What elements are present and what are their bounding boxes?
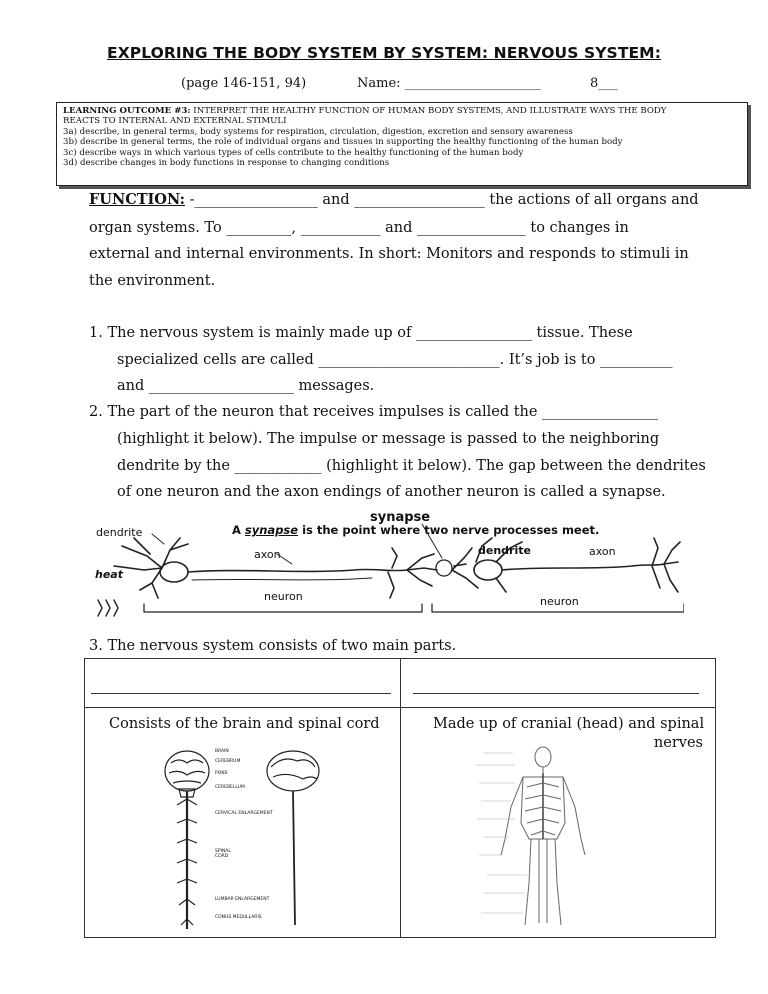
function-line-1: [89, 190, 699, 210]
name-field[interactable]: Name: _____________________: [357, 76, 542, 91]
outcome-item: 3a) describe, in general terms, body systems for respiration, circulation, digestion, excretion and sensory awareness: [63, 126, 573, 137]
grade-field[interactable]: 8___: [590, 76, 618, 91]
table-row-divider: [85, 707, 715, 708]
learning-outcome-text: INTERPRET THE HEALTHY FUNCTION OF HUMAN BODY SYSTEMS, AND ILLUSTRATE WAYS THE BODY: [190, 106, 667, 116]
learning-outcome-text-cont: REACTS TO INTERNAL AND EXTERNAL STIMULI: [63, 116, 287, 127]
label-axon-right: axon: [589, 545, 616, 558]
label-synapse-title: synapse: [370, 510, 431, 525]
question-2-line-4: of one neuron and the axon endings of another neuron is called a synapse.: [117, 484, 666, 500]
function-line-4: the environment.: [89, 273, 216, 289]
cns-label: CEREBELLUM: [215, 785, 245, 790]
page-reference: (page 146-151, 94): [181, 76, 307, 91]
pns-illustration: [453, 743, 633, 931]
label-dendrite-right: dendrite: [478, 544, 531, 557]
question-3: 3. The nervous system consists of two main parts.: [89, 638, 457, 654]
cns-label: BRAIN: [215, 749, 229, 754]
page-title: EXPLORING THE BODY SYSTEM BY SYSTEM: NERVOUS SYSTEM:: [107, 44, 661, 62]
label-neuron-left: neuron: [264, 590, 303, 603]
dendrite-branches-left: [114, 538, 188, 598]
function-line-3: external and internal environments. In short: Monitors and responds to stimuli in: [89, 246, 689, 262]
question-1-line-3: and ____________________ messages.: [117, 378, 375, 394]
function-line-2: organ systems. To _________, ___________ and _______________ to changes in: [89, 220, 629, 236]
cns-label: LUMBAR ENLARGEMENT: [215, 897, 270, 902]
caption-rest: is the point where two nerve processes meet.: [298, 523, 600, 537]
nervous-system-parts-table: [84, 658, 716, 938]
body-nerves-drawing: [453, 743, 633, 931]
learning-outcome-heading: [63, 106, 741, 116]
cns-label: CONUS MEDULLARIS: [215, 915, 262, 920]
label-heat: heat: [95, 568, 123, 581]
label-axon-left: axon: [254, 548, 281, 561]
question-2-line-1: 2. The part of the neuron that receives impulses is called the ________________: [89, 404, 659, 420]
outcome-item: 3b) describe in general terms, the role of individual organs and tissues in supporting the healthy functioning of the human body: [63, 137, 623, 148]
function-label: FUNCTION:: [89, 191, 186, 208]
function-text-1: -_________________ and __________________ the actions of all organs and: [185, 192, 699, 208]
cns-label: SPINAL CORD: [215, 849, 231, 859]
learning-outcome-box: [56, 102, 748, 186]
question-1-line-1: 1. The nervous system is mainly made up of ________________ tissue. These: [89, 325, 633, 341]
label-dendrite-left: dendrite: [96, 526, 143, 539]
learning-outcome-label: LEARNING OUTCOME #3:: [63, 106, 191, 116]
question-1-line-2: specialized cells are called _________________________. It’s job is to __________: [117, 352, 673, 368]
question-2-line-2: (highlight it below). The impulse or message is passed to the neighboring: [117, 431, 660, 447]
outcome-item: 3c) describe ways in which various types of cells contribute to the healthy functioning of the human body: [63, 147, 524, 158]
cns-description: Consists of the brain and spinal cord: [109, 716, 380, 732]
caption-a: A: [232, 523, 245, 537]
cns-label: CEREBRUM: [215, 759, 241, 764]
blank-answer-right[interactable]: [413, 693, 699, 694]
cns-label: PONS: [215, 771, 228, 776]
neuron-synapse-diagram: [92, 508, 684, 620]
caption-synapse-word: synapse: [244, 523, 299, 537]
question-2-line-3: dendrite by the ____________ (highlight it below). The gap between the dendrites: [117, 458, 706, 474]
pns-description-line-1: Made up of cranial (head) and spinal: [433, 716, 705, 732]
outcome-item: 3d) describe changes in body functions in response to changing conditions: [63, 158, 390, 169]
table-column-divider: [400, 659, 401, 937]
pns-description-line-2: nerves: [653, 735, 703, 751]
cns-illustration: [157, 749, 357, 933]
label-neuron-right: neuron: [540, 595, 579, 608]
cns-label: CERVICAL ENLARGEMENT: [215, 811, 273, 816]
blank-answer-left[interactable]: [91, 693, 391, 694]
brain-spinal-cord-drawing: [157, 749, 357, 933]
synapse-caption: [232, 523, 599, 537]
